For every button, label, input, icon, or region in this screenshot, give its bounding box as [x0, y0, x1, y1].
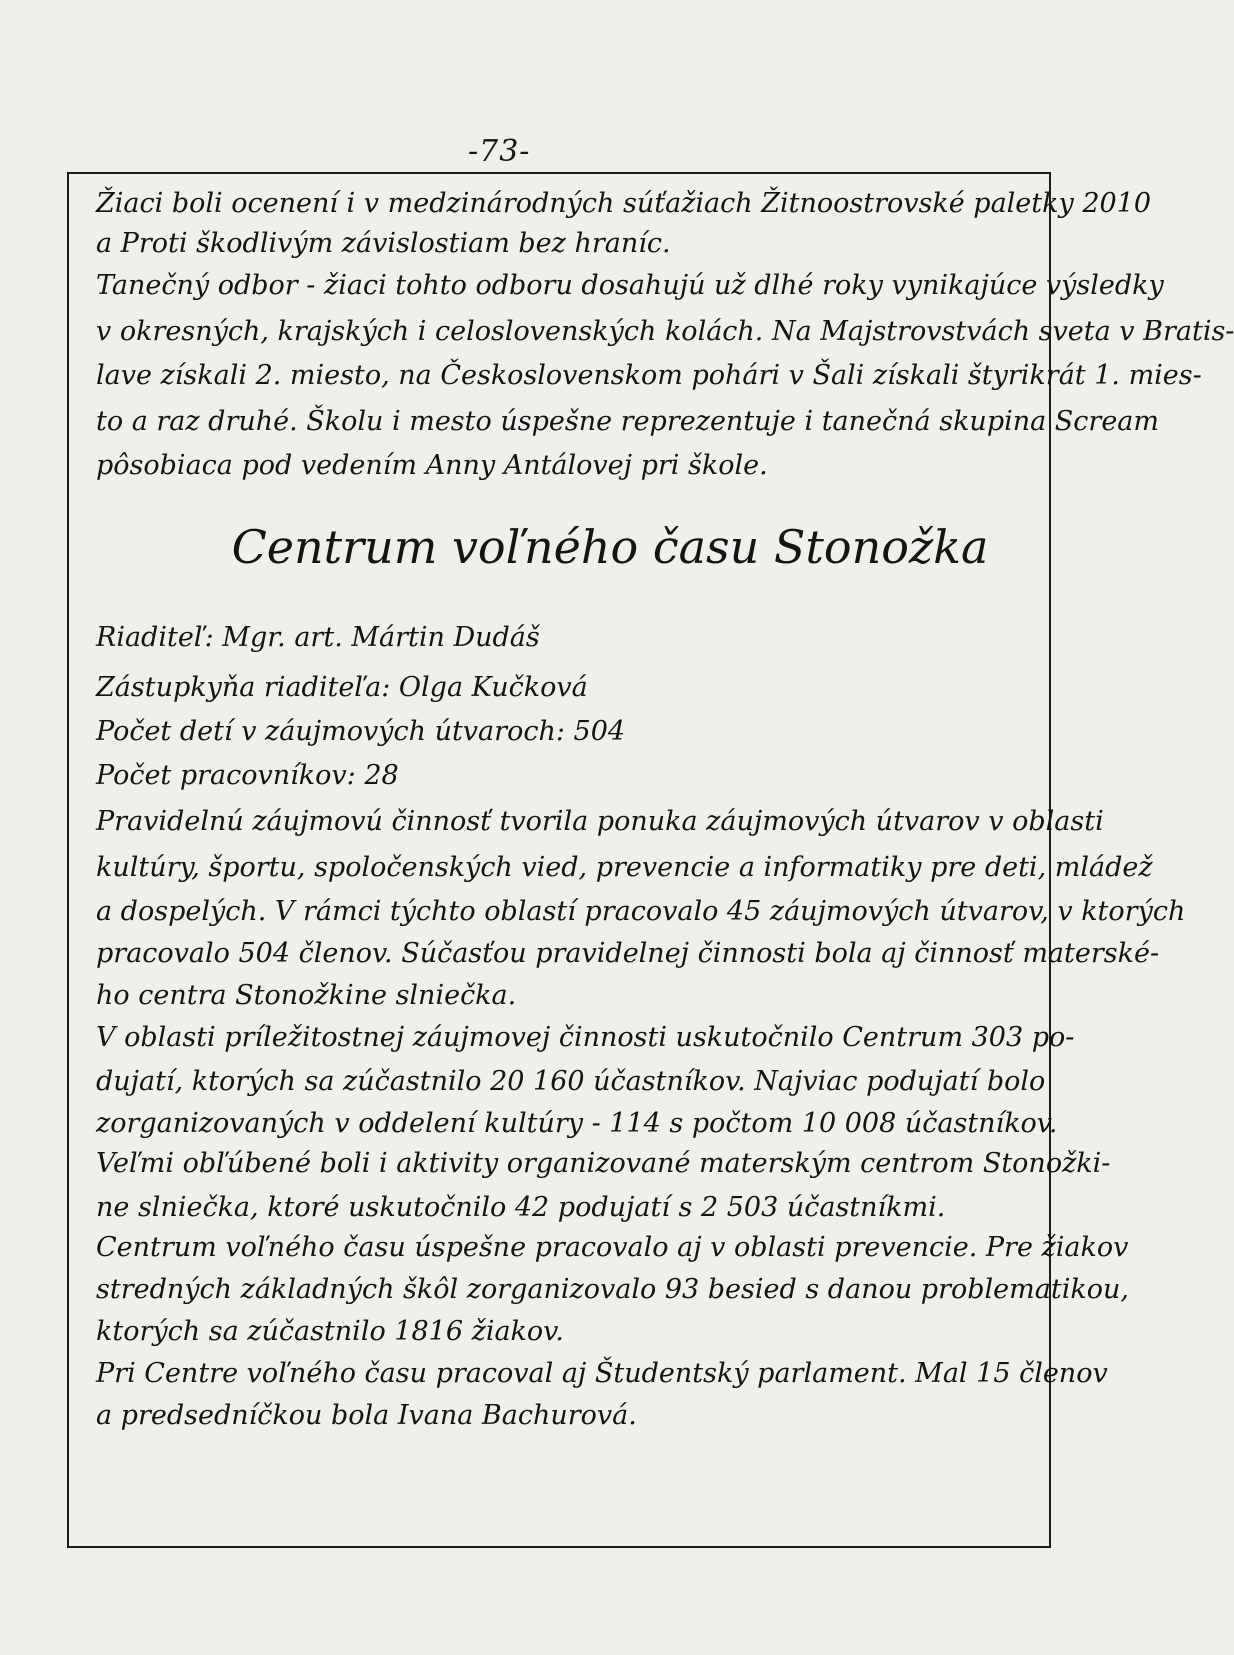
intro-line: pôsobiaca pod vedením Anny Antálovej pri škole.	[96, 450, 768, 481]
body-line: kultúry, športu, spoločenských vied, prevencie a informatiky pre deti, mládež	[96, 852, 1153, 883]
info-line: Riaditeľ: Mgr. art. Mártin Dudáš	[96, 622, 540, 653]
intro-line: Žiaci boli ocenení i v medzinárodných súťažiach Žitnoostrovské paletky 2010	[96, 188, 1152, 219]
intro-line: to a raz druhé. Školu i mesto úspešne reprezentuje i tanečná skupina Scream	[96, 406, 1160, 437]
body-line: Centrum voľného času úspešne pracovalo aj v oblasti prevencie. Pre žiakov	[96, 1232, 1129, 1263]
info-line: Zástupkyňa riaditeľa: Olga Kučková	[96, 672, 588, 703]
body-line: Pri Centre voľného času pracoval aj Študentský parlament. Mal 15 členov	[96, 1358, 1108, 1389]
body-line: Pravidelnú záujmovú činnosť tvorila ponuka záujmových útvarov v oblasti	[96, 806, 1104, 837]
body-line: V oblasti príležitostnej záujmovej činnosti uskutočnilo Centrum 303 po-	[96, 1022, 1075, 1053]
body-line: stredných základných škôl zorganizovalo 93 besied s danou problematikou,	[96, 1274, 1129, 1305]
body-line: ktorých sa zúčastnilo 1816 žiakov.	[96, 1316, 564, 1347]
info-line: Počet pracovníkov: 28	[96, 760, 399, 791]
section-heading: Centrum voľného času Stonožka	[231, 520, 989, 574]
page-number: -73-	[468, 134, 531, 169]
body-line: a predsedníčkou bola Ivana Bachurová.	[96, 1400, 637, 1431]
intro-line: v okresných, krajských i celoslovenských kolách. Na Majstrovstvách sveta v Bratis-	[96, 316, 1234, 347]
body-line: ne slniečka, ktoré uskutočnilo 42 podujatí s 2 503 účastníkmi.	[96, 1192, 946, 1223]
body-line: pracovalo 504 členov. Súčasťou pravidelnej činnosti bola aj činnosť materské-	[96, 938, 1160, 969]
intro-line: Tanečný odbor - žiaci tohto odboru dosahujú už dlhé roky vynikajúce výsledky	[96, 270, 1164, 301]
intro-line: a Proti škodlivým závislostiam bez hraníc.	[96, 228, 671, 259]
body-line: ho centra Stonožkine slniečka.	[96, 980, 517, 1011]
body-line: a dospelých. V rámci týchto oblastí pracovalo 45 záujmových útvarov, v ktorých	[96, 896, 1186, 927]
info-line: Počet detí v záujmových útvaroch: 504	[96, 716, 626, 747]
body-line: dujatí, ktorých sa zúčastnilo 20 160 účastníkov. Najviac podujatí bolo	[96, 1066, 1046, 1097]
body-line: zorganizovaných v oddelení kultúry - 114 s počtom 10 008 účastníkov.	[96, 1108, 1058, 1139]
body-line: Veľmi obľúbené boli i aktivity organizované materským centrom Stonožki-	[96, 1148, 1111, 1179]
intro-line: lave získali 2. miesto, na Československom pohári v Šali získali štyrikrát 1. mies-	[96, 360, 1202, 391]
